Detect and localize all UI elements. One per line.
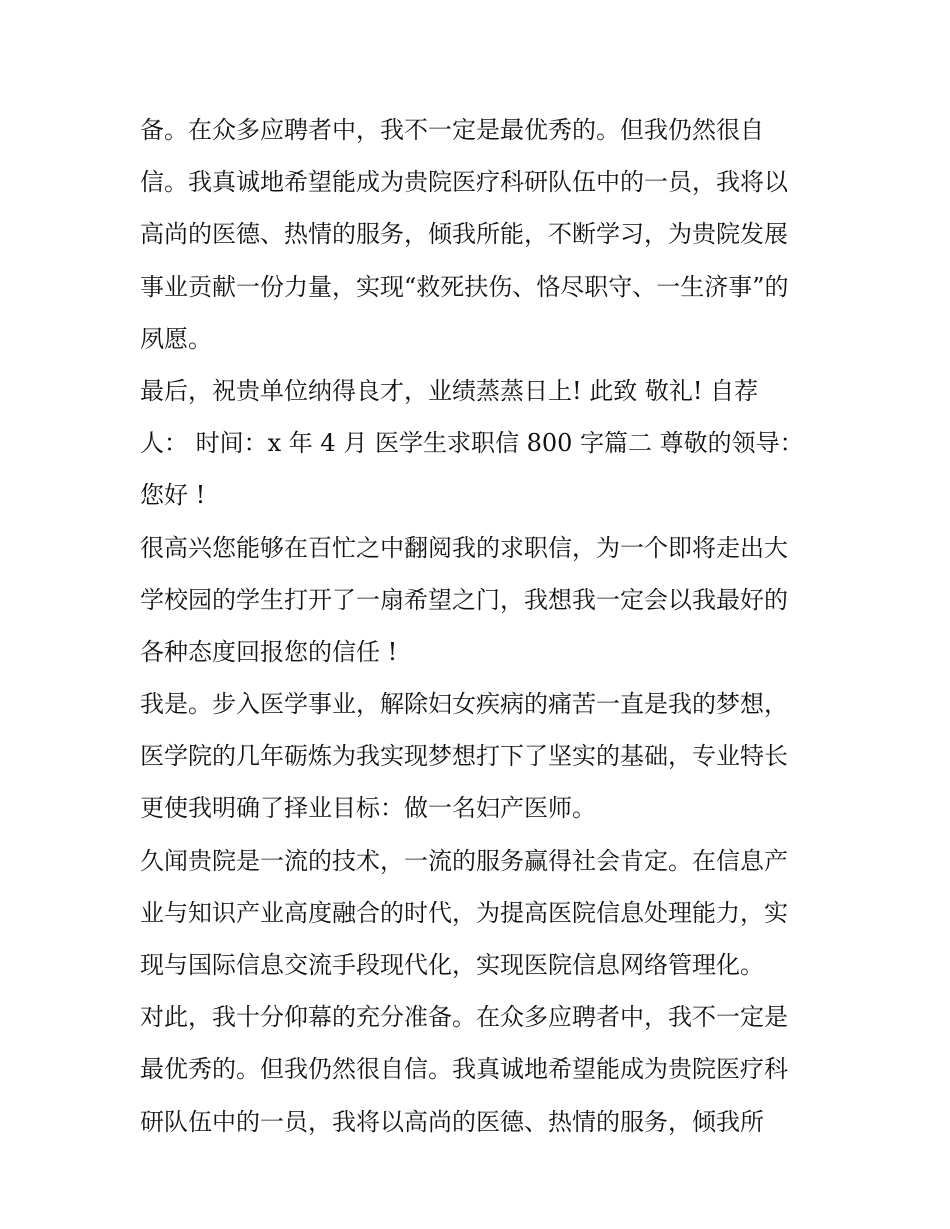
text-line: 夙愿。 [140,324,212,353]
text-line: 更使我明确了择业目标：做一名妇产医师。 [140,794,596,823]
text-line: 人： 时间：x 年 4 月 医学生求职信 800 字篇二 尊敬的领导： [140,429,804,458]
text-line: 研队伍中的一员，我将以高尚的医德、热情的服务，倾我所 [140,1107,764,1136]
text-line: 业与知识产业高度融合的时代，为提高医院信息处理能力，实 [140,898,788,927]
text-line: 现与国际信息交流手段现代化，实现医院信息网络管理化。 [140,951,764,979]
text-line: 事业贡献一份力量，实现“救死扶伤、恪尽职守、一生济事”的 [140,272,789,301]
text-line: 学校园的学生打开了一扇希望之门，我想我一定会以我最好的 [140,585,788,614]
text-line: 对此，我十分仰幕的充分准备。在众多应聘者中，我不一定是 [140,1003,788,1032]
text-line: 信。我真诚地希望能成为贵院医疗科研队伍中的一员，我将以 [140,168,788,197]
text-line: 最后，祝贵单位纳得良才，业绩蒸蒸日上! 此致 敬礼! 自荐 [140,376,759,405]
text-line: 各种态度回报您的信任 ! [140,637,398,666]
text-line: 久闻贵院是一流的技术，一流的服务赢得社会肯定。在信息产 [140,846,788,875]
text-line: 您好 ! [140,481,206,510]
text-line: 我是。步入医学事业，解除妇女疾病的痛苦一直是我的梦想， [140,690,788,719]
text-line: 备。在众多应聘者中，我不一定是最优秀的。但我仍然很自 [140,116,764,144]
text-line: 高尚的医德、热情的服务，倾我所能，不断学习，为贵院发展 [140,220,788,249]
letter-body [140,104,820,1148]
text-line: 最优秀的。但我仍然很自信。我真诚地希望能成为贵院医疗科 [140,1055,788,1084]
text-line: 医学院的几年砺炼为我实现梦想打下了坚实的基础，专业特长 [140,742,788,771]
text-line: 很高兴您能够在百忙之中翻阅我的求职信，为一个即将走出大 [140,533,788,562]
